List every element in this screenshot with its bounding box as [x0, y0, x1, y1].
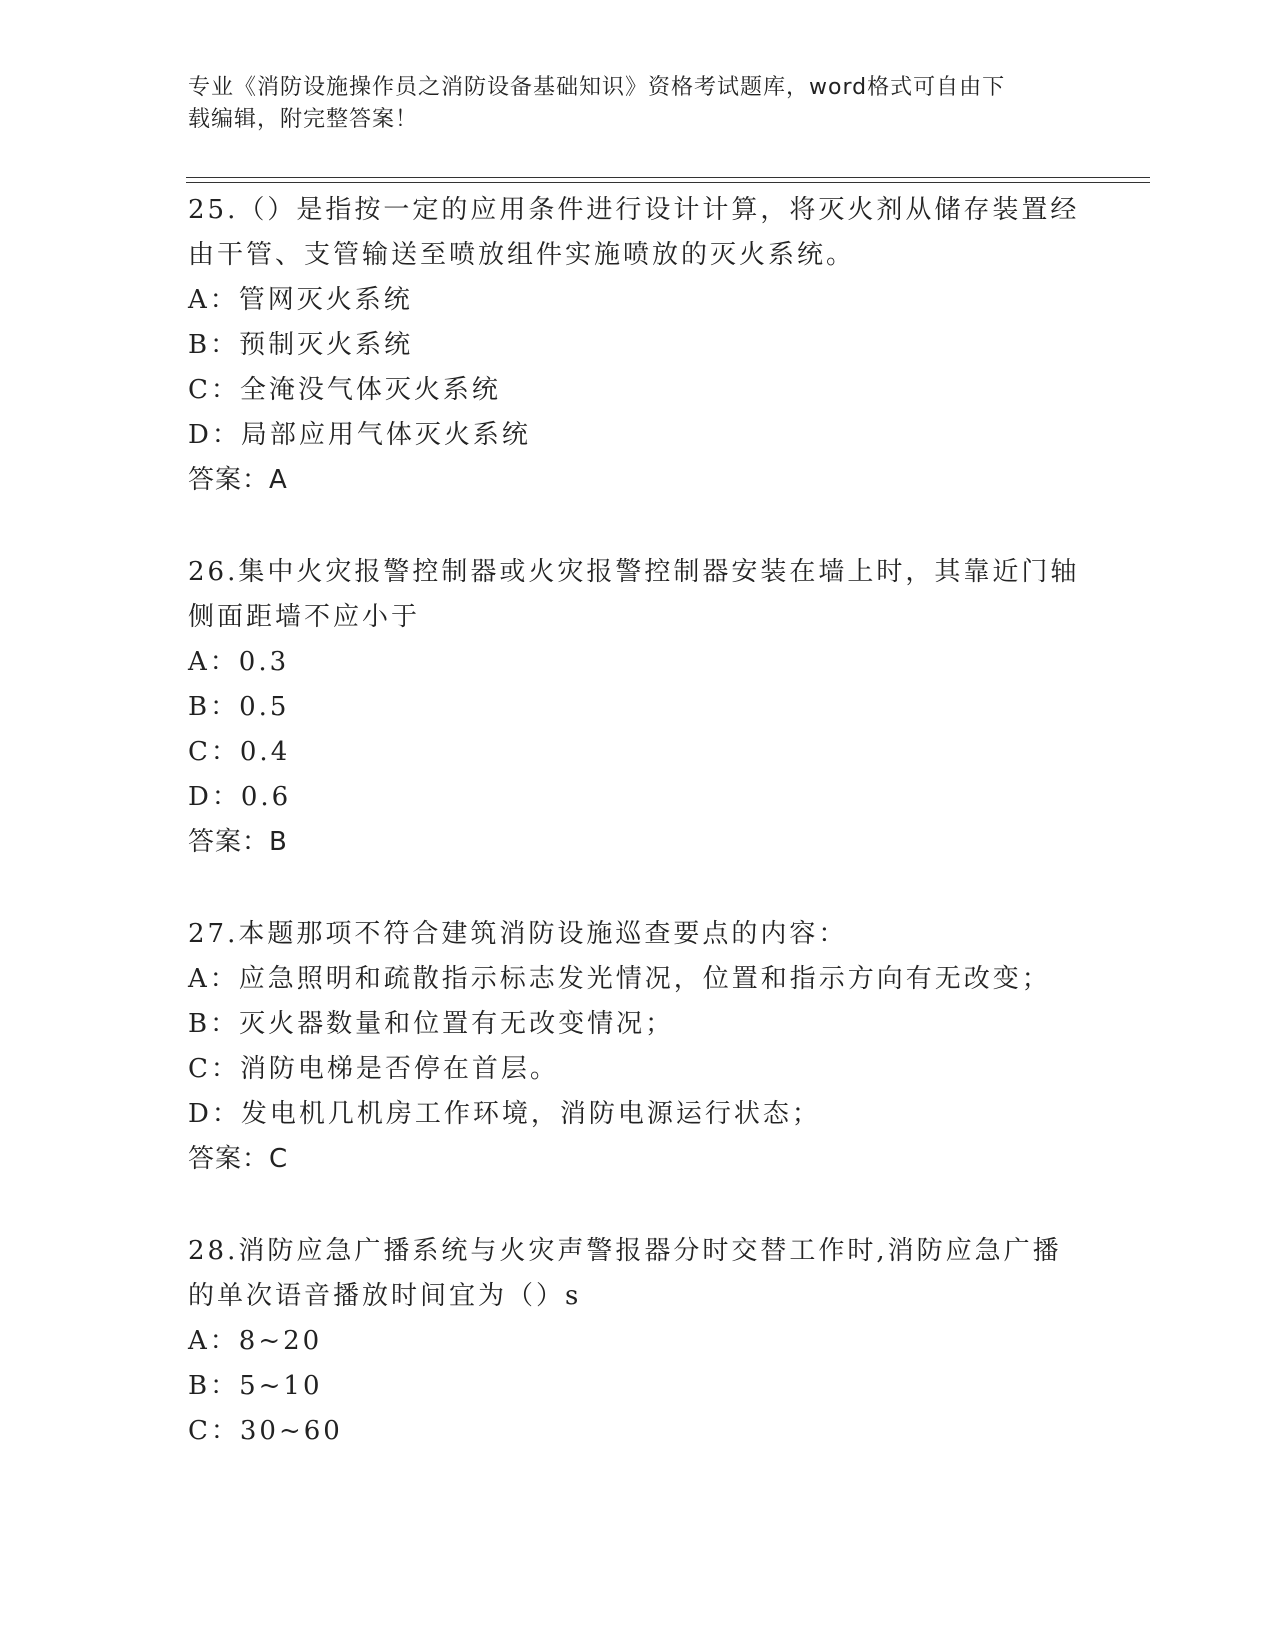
question-stem-line: 的单次语音播放时间宜为（）s: [188, 1281, 582, 1311]
option-a: A：管网灭火系统: [188, 285, 413, 315]
header-divider-bottom: [186, 182, 1150, 183]
question-27: [188, 912, 1088, 1182]
option-b: B：5~10: [188, 1371, 323, 1401]
question-25: [188, 188, 1088, 503]
option-d: D：发电机几机房工作环境，消防电源运行状态；: [188, 1099, 821, 1129]
option-d: D：局部应用气体灭火系统: [188, 420, 531, 450]
option-b: B：0.5: [188, 692, 290, 722]
question-stem-line: 25.（）是指按一定的应用条件进行设计计算，将灭火剂从储存装置经: [188, 195, 1080, 225]
option-b: B：灭火器数量和位置有无改变情况；: [188, 1009, 675, 1039]
document-header: [188, 72, 1068, 136]
option-b: B：预制灭火系统: [188, 330, 414, 360]
option-a: A：0.3: [188, 647, 290, 677]
question-stem-line: 由干管、支管输送至喷放组件实施喷放的灭火系统。: [188, 240, 856, 270]
option-d: D：0.6: [188, 782, 292, 812]
header-line-2: 载编辑，附完整答案！: [188, 107, 419, 132]
option-a: A：应急照明和疏散指示标志发光情况，位置和指示方向有无改变；: [188, 964, 1051, 994]
question-list: [188, 188, 1088, 1454]
header-line-1: 专业《消防设施操作员之消防设备基础知识》资格考试题库，word格式可自由下: [188, 75, 1006, 100]
header-divider-top: [186, 177, 1150, 178]
question-stem-line: 28.消防应急广播系统与火灾声警报器分时交替工作时,消防应急广播: [188, 1236, 1062, 1266]
option-c: C：消防电梯是否停在首层。: [188, 1054, 559, 1084]
question-stem-line: 27.本题那项不符合建筑消防设施巡查要点的内容：: [188, 919, 848, 949]
question-stem-line: 侧面距墙不应小于: [188, 602, 421, 632]
option-c: C：全淹没气体灭火系统: [188, 375, 501, 405]
option-a: A：8~20: [188, 1326, 323, 1356]
option-c: C：0.4: [188, 737, 291, 767]
answer-line: 答案：A: [188, 465, 288, 495]
answer-line: 答案：B: [188, 827, 288, 857]
answer-line: 答案：C: [188, 1144, 289, 1174]
option-c: C：30~60: [188, 1416, 343, 1446]
question-stem-line: 26.集中火灾报警控制器或火灾报警控制器安装在墙上时，其靠近门轴: [188, 557, 1080, 587]
question-26: [188, 550, 1088, 865]
question-28: [188, 1229, 1088, 1454]
